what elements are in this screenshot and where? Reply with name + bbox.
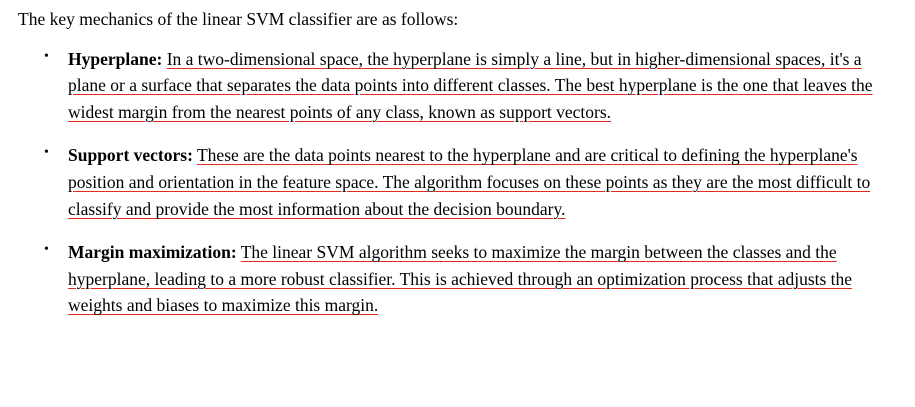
list-item xyxy=(18,142,903,222)
list-item xyxy=(18,46,903,126)
bullet-term: Support vectors xyxy=(68,145,188,166)
bullet-term: Margin maximization xyxy=(68,242,231,263)
intro-paragraph: The key mechanics of the linear SVM classifier are as follows: xyxy=(18,9,459,29)
bullet-list xyxy=(18,46,903,319)
bullet-separator: : xyxy=(187,145,193,166)
bullet-separator: : xyxy=(156,48,163,69)
bullet-text: These are the data points nearest to the hyperplane and are critical to defining the hyperplane's position and orientation in the feature space. The algorithm focuses on these points as they are the most difficult to classify and provide the most information about the decision boundary. xyxy=(68,145,871,219)
bullet-term: Hyperplane xyxy=(68,48,157,69)
bullet-text: The linear SVM algorithm seeks to maximize the margin between the classes and the hyperplane, leading to a more robust classifier. This is achieved through an optimization process that adjusts the weights and biases to maximize this margin. xyxy=(68,242,853,316)
bullet-separator: : xyxy=(230,242,237,263)
bullet-marker-icon: • xyxy=(44,145,49,161)
bullet-marker-icon: • xyxy=(44,48,49,64)
list-item xyxy=(18,239,903,319)
bullet-marker-icon: • xyxy=(44,242,49,258)
bullet-text: In a two-dimensional space, the hyperplane is simply a line, but in higher-dimensional spaces, it's a plane or a surface that separates the data points into different classes. The best hyperplane is the one that leaves the widest margin from the nearest points of any class, known as support vectors. xyxy=(68,48,873,122)
